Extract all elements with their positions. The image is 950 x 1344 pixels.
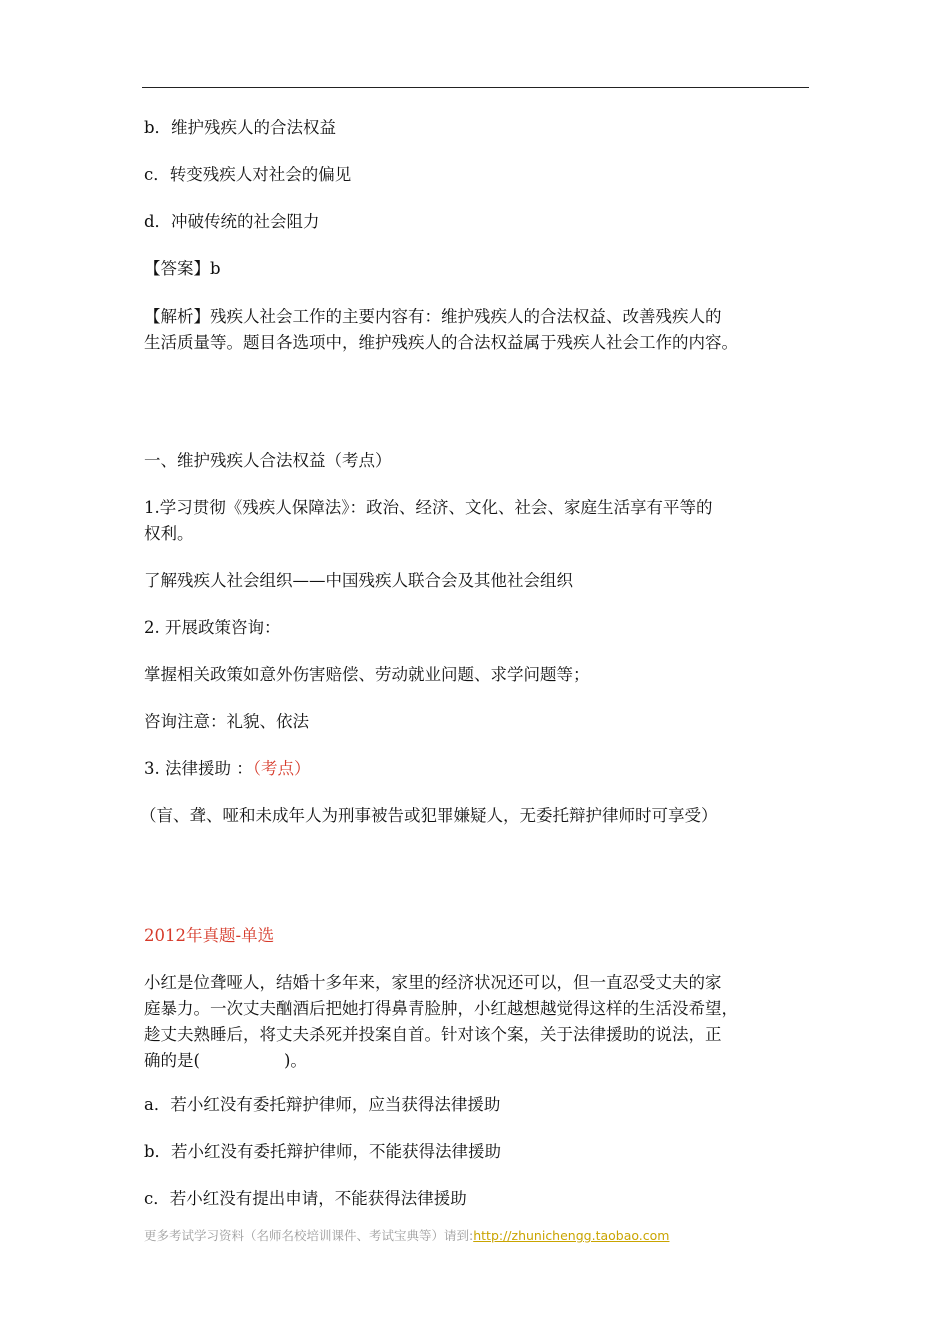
question-stem-line-2: 庭暴力。一次丈夫酗酒后把她打得鼻青脸肿，小红越想越觉得这样的生活没希望， bbox=[144, 999, 738, 1018]
header-rule bbox=[142, 87, 809, 88]
question-stem-line-1: 小红是位聋哑人，结婚十多年来，家里的经济状况还可以，但一直忍受丈夫的家 bbox=[144, 973, 722, 992]
question-option-a: a．若小红没有委托辩护律师，应当获得法律援助 bbox=[144, 1095, 501, 1114]
footer-text: 更多考试学习资料（名师名校培训课件、考试宝典等）请到: bbox=[144, 1228, 474, 1243]
question-stem-line-4 bbox=[144, 1050, 307, 1072]
question-option-c: c．若小红没有提出申请，不能获得法律援助 bbox=[144, 1189, 467, 1208]
question-stem-end: )。 bbox=[283, 1051, 307, 1070]
item3-label: 3. 法律援助 ： bbox=[144, 759, 253, 778]
item2-policy: 掌握相关政策如意外伤害赔偿、劳动就业问题、求学问题等； bbox=[144, 665, 590, 684]
section-heading: 一、维护残疾人合法权益（考点） bbox=[144, 451, 392, 470]
item3-tag: （考点） bbox=[252, 759, 311, 778]
item3-title bbox=[144, 758, 310, 780]
question-stem-start: 确的是( bbox=[144, 1051, 200, 1070]
prev-analysis-line-2: 生活质量等。题目各选项中，维护残疾人的合法权益属于残疾人社会工作的内容。 bbox=[144, 333, 738, 352]
item2-note: 咨询注意：礼貌、依法 bbox=[144, 712, 309, 731]
prev-option-d: d．冲破传统的社会阻力 bbox=[144, 212, 320, 231]
question-option-b: b．若小红没有委托辩护律师，不能获得法律援助 bbox=[144, 1142, 502, 1161]
prev-analysis-line-1: 【解析】残疾人社会工作的主要内容有：维护残疾人的合法权益、改善残疾人的 bbox=[144, 307, 722, 326]
item1-organization: 了解残疾人社会组织——中国残疾人联合会及其他社会组织 bbox=[144, 571, 573, 590]
prev-option-b: b．维护残疾人的合法权益 bbox=[144, 118, 337, 137]
question-stem-line-3: 趁丈夫熟睡后，将丈夫杀死并投案自首。针对该个案，关于法律援助的说法，正 bbox=[144, 1025, 722, 1044]
question-title: 2012年真题-单选 bbox=[144, 926, 275, 945]
prev-answer: 【答案】b bbox=[144, 259, 221, 278]
item1-line-1: 1.学习贯彻《残疾人保障法》：政治、经济、文化、社会、家庭生活享有平等的 bbox=[144, 498, 713, 517]
item3-note: （盲、聋、哑和未成年人为刑事被告或犯罪嫌疑人，无委托辩护律师时可享受） bbox=[140, 806, 718, 825]
item1-line-2: 权利。 bbox=[144, 524, 194, 543]
footer-link[interactable]: http://zhunichengg.taobao.com bbox=[473, 1228, 670, 1243]
footer bbox=[144, 1226, 669, 1244]
prev-option-c: c．转变残疾人对社会的偏见 bbox=[144, 165, 352, 184]
item2-title: 2. 开展政策咨询： bbox=[144, 618, 281, 637]
